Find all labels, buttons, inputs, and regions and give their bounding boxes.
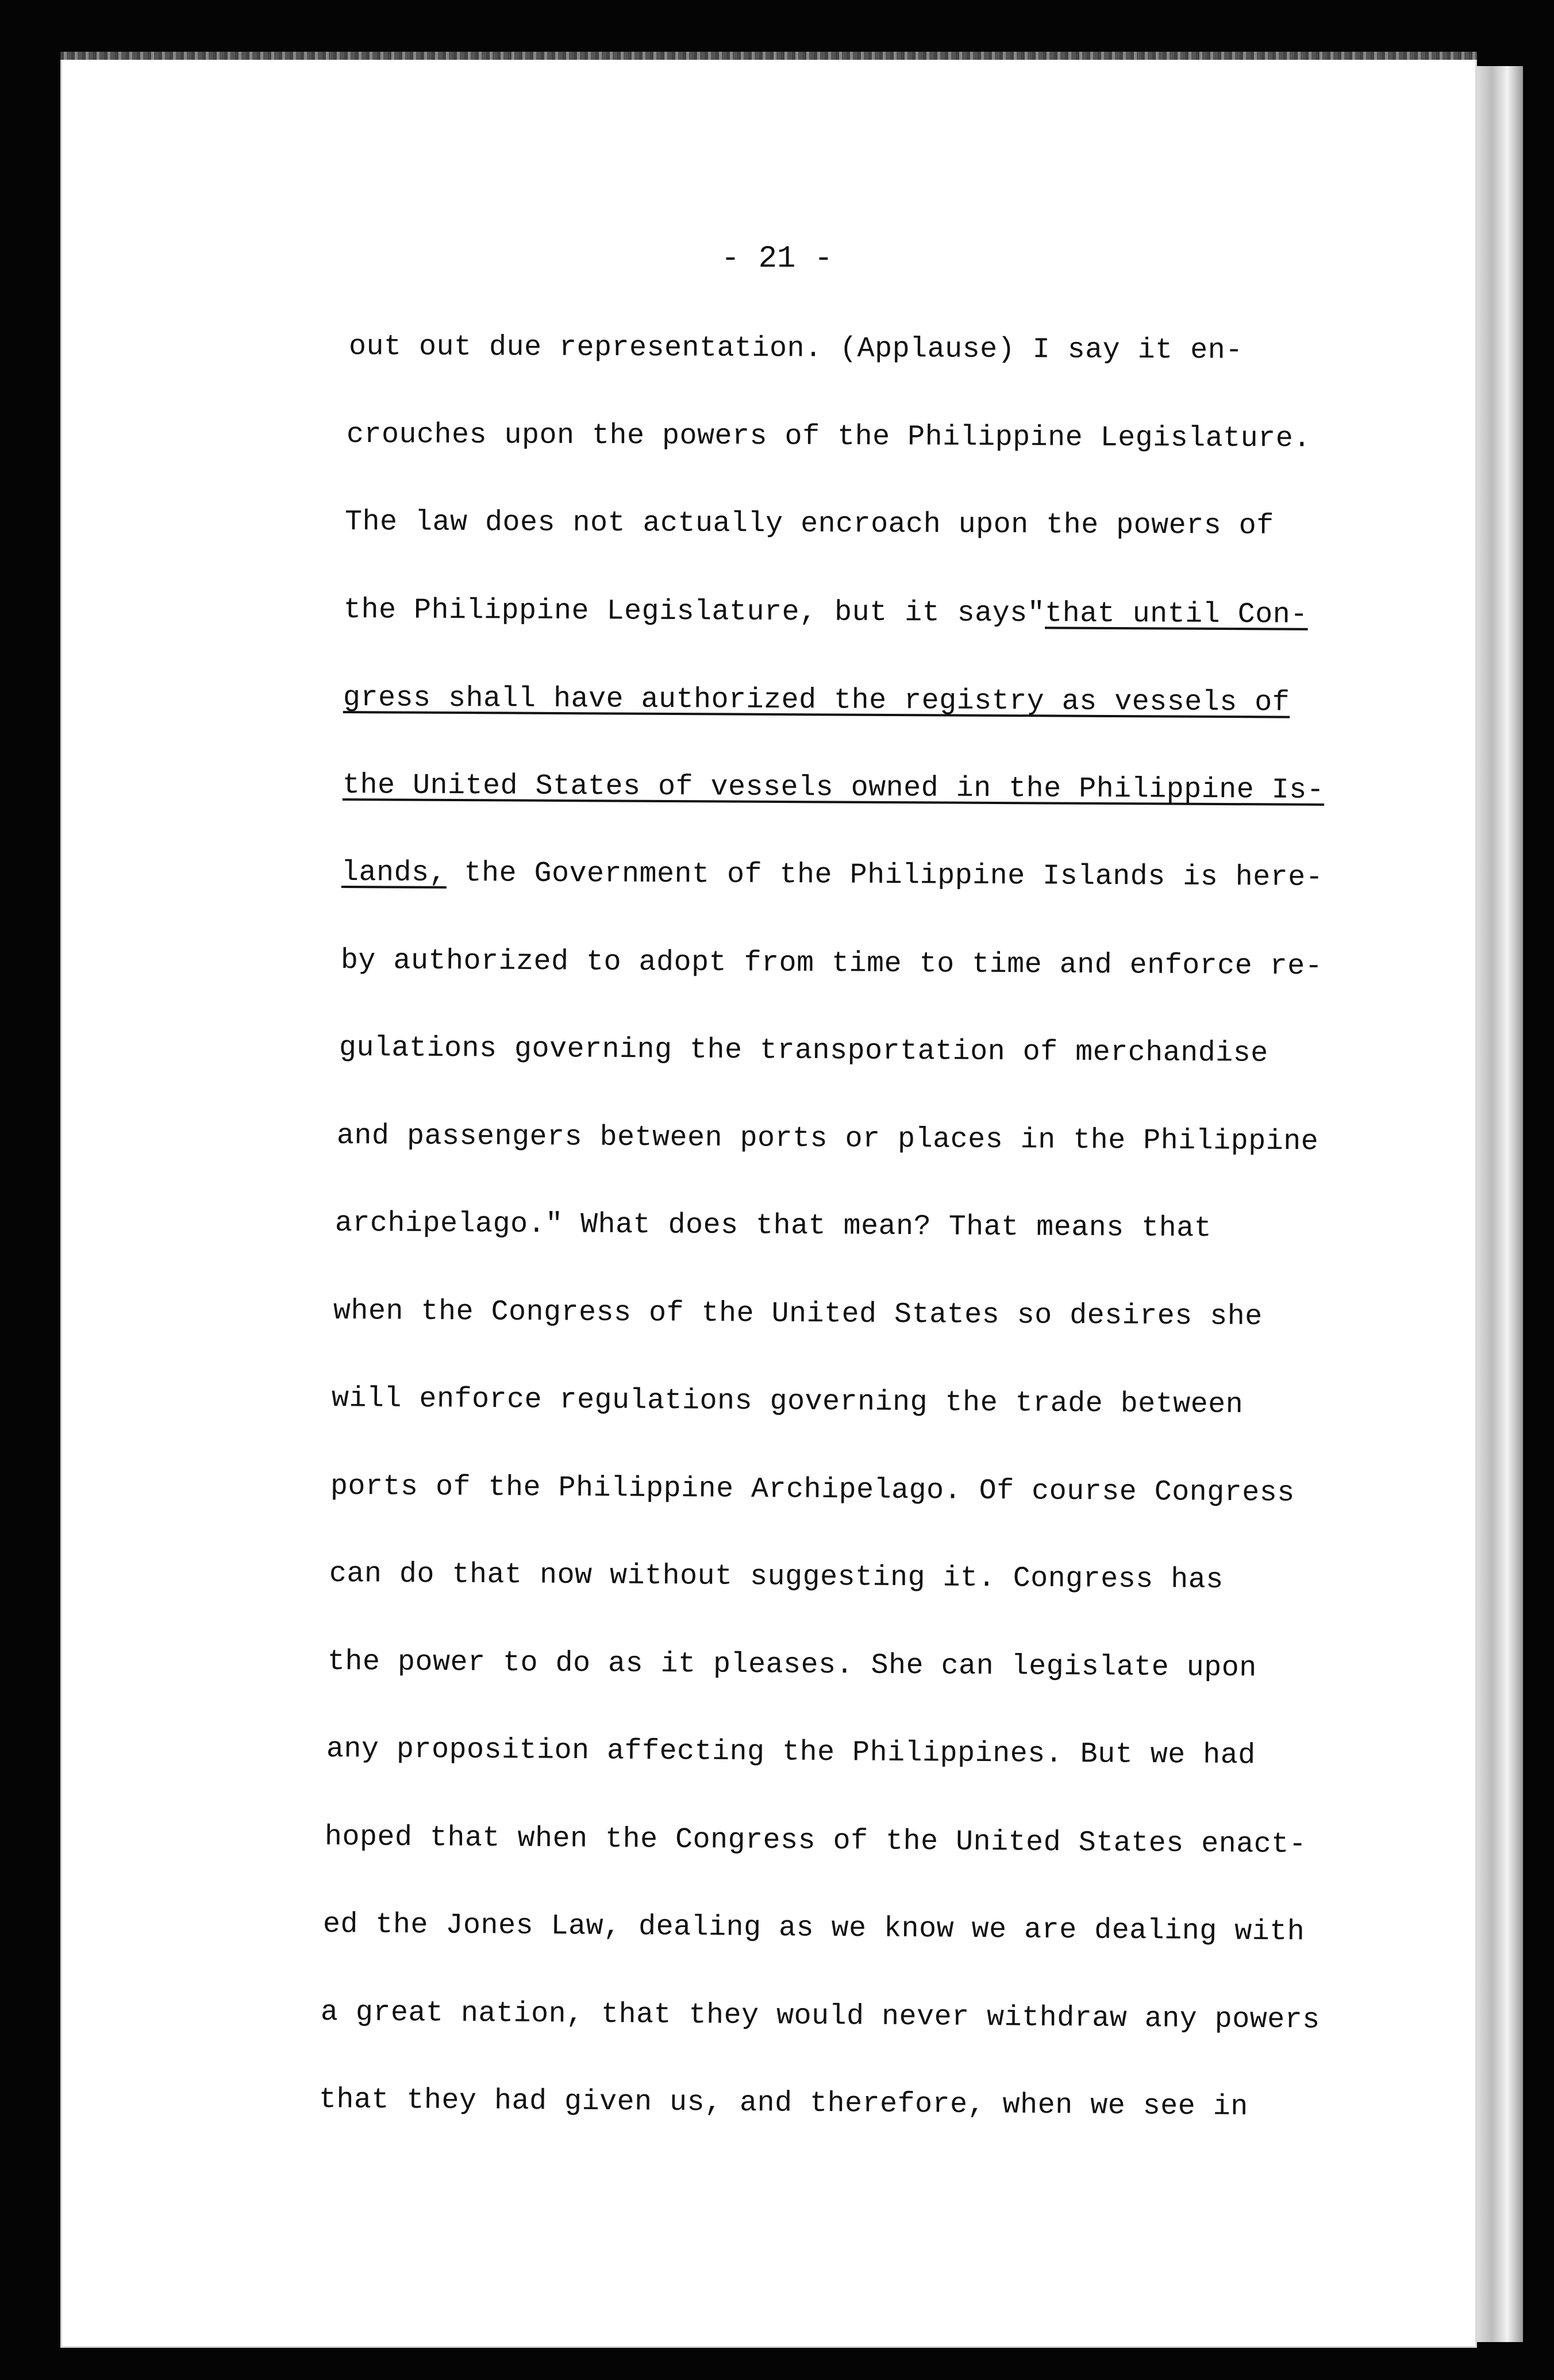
text-line xyxy=(329,1558,1224,1597)
text-segment: The law does not actually encroach upon the powers of xyxy=(344,506,1274,543)
text-segment: that they had given us, and therefore, when we see in xyxy=(318,2083,1248,2124)
text-segment: gulations governing the transportation of merchandise xyxy=(339,1032,1268,1070)
page-edge-shadow xyxy=(1471,66,1523,2342)
text-line xyxy=(349,330,1243,367)
text-line xyxy=(343,769,1325,807)
text-line xyxy=(344,594,1308,632)
text-line xyxy=(337,1120,1319,1158)
underlined-text: lands, xyxy=(341,856,447,890)
underlined-text: gress shall have authorized the registry as vessels of xyxy=(343,682,1290,720)
text-segment: ed the Jones Law, dealing as we know we are dealing with xyxy=(322,1908,1305,1949)
text-line xyxy=(326,1733,1256,1772)
text-segment: and passengers between ports or places in the Philippine xyxy=(336,1120,1319,1159)
text-line xyxy=(347,418,1311,455)
text-segment: can do that now without suggesting it. Congress has xyxy=(329,1558,1224,1597)
text-line xyxy=(345,506,1274,543)
page-number: - 21 - xyxy=(721,241,833,276)
text-line xyxy=(333,1295,1263,1333)
text-segment: a great nation, that they would never withdraw any powers xyxy=(320,1996,1320,2037)
text-segment: the Philippine Legislature, but it says" xyxy=(343,594,1045,630)
text-segment: when the Congress of the United States so desires she xyxy=(333,1295,1263,1333)
text-segment: archipelago." What does that mean? That means that xyxy=(334,1207,1212,1245)
text-line xyxy=(343,682,1290,720)
text-line xyxy=(335,1207,1212,1245)
text-line xyxy=(341,944,1323,983)
text-line xyxy=(330,1470,1295,1510)
text-line xyxy=(332,1382,1244,1421)
text-line xyxy=(339,1032,1268,1070)
text-line xyxy=(328,1645,1257,1685)
text-line xyxy=(341,856,1324,894)
underlined-text: the United States of vessels owned in the Philippine Is- xyxy=(342,769,1325,807)
text-segment: the Government of the Philippine Islands is here- xyxy=(446,856,1324,894)
text-segment: will enforce regulations governing the trade between xyxy=(331,1382,1244,1422)
text-segment: the power to do as it pleases. She can legislate upon xyxy=(327,1645,1257,1685)
underlined-text: that until Con- xyxy=(1045,597,1308,632)
text-segment: ports of the Philippine Archipelago. Of course Congress xyxy=(330,1470,1295,1510)
text-segment: out out due representation. (Applause) I say it en- xyxy=(348,330,1243,367)
text-segment: hoped that when the Congress of the United States enact- xyxy=(324,1821,1307,1862)
page-top-edge xyxy=(60,52,1477,60)
text-segment: any proposition affecting the Philippines. But we had xyxy=(326,1733,1256,1772)
text-segment: crouches upon the powers of the Philippine Legislature. xyxy=(346,418,1311,456)
text-segment: by authorized to adopt from time to time and enforce re- xyxy=(340,944,1323,983)
